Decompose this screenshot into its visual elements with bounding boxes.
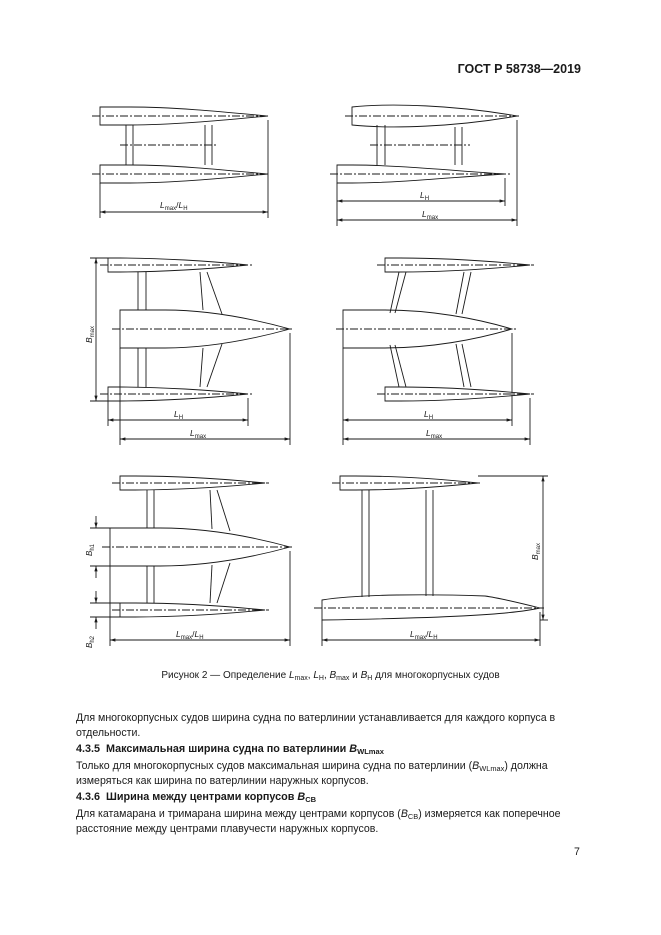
paragraph: Только для многокорпусных судов максимальная ширина судна по ватерлинии $(B_{WLmax})$ должна измеряться как ширина по ватерлинии наружных корпусов.	[76, 760, 548, 787]
dim-label: $L_{max}$	[190, 428, 207, 440]
dim-label: $L_{max}$	[422, 209, 439, 221]
dim-label: $B_{h2}$	[85, 635, 96, 648]
panel-6-catamaran	[314, 476, 548, 646]
dim-label: $L_{max}/L_H$	[410, 629, 438, 641]
dim-label: $B_{h1}$	[85, 543, 96, 556]
panel-2-catamaran	[330, 105, 519, 226]
paragraph: Для катамарана и тримарана ширина между центрами корпусов $(B_{CB})$ измеряется как поперечное расстояние между центрами плавучести наружных корпусов.	[76, 808, 561, 835]
paragraph: Для многокорпусных судов ширина судна по ватерлинии устанавливается для каждого корпуса в отдельности.	[76, 712, 556, 739]
dim-label: $B_{max}$	[530, 542, 542, 560]
dim-label: $L_{max}$	[426, 428, 443, 440]
dim-label: $L_H$	[174, 409, 184, 421]
section-heading-4-3-6: 4.3.6 Ширина между центрами корпусов $B_{CB}$	[76, 791, 317, 804]
panel-5-trimaran	[90, 476, 294, 646]
page-number: 7	[574, 846, 580, 858]
panel-4-trimaran	[336, 258, 534, 445]
hull	[322, 595, 540, 620]
dim-label: $L_{max}/L_H$	[176, 629, 204, 641]
dim-label: $L_H$	[424, 409, 434, 421]
dim-label: $L_H$	[420, 190, 430, 202]
dim-label: $B_{max}$	[84, 325, 96, 343]
figure-caption: Рисунок 2 — Определение $L_{max}$, $L_H$, $B_{max}$ и $B_H$ для многокорпусных судов	[161, 670, 500, 682]
section-heading-4-3-5: 4.3.5 Максимальная ширина судна по ватерлинии $B_{WLmax}$	[76, 743, 384, 756]
standard-code: ГОСТ Р 58738—2019	[457, 62, 581, 76]
dim-label: $L_{max}/L_H$	[160, 200, 188, 212]
panel-3-trimaran	[90, 258, 294, 445]
